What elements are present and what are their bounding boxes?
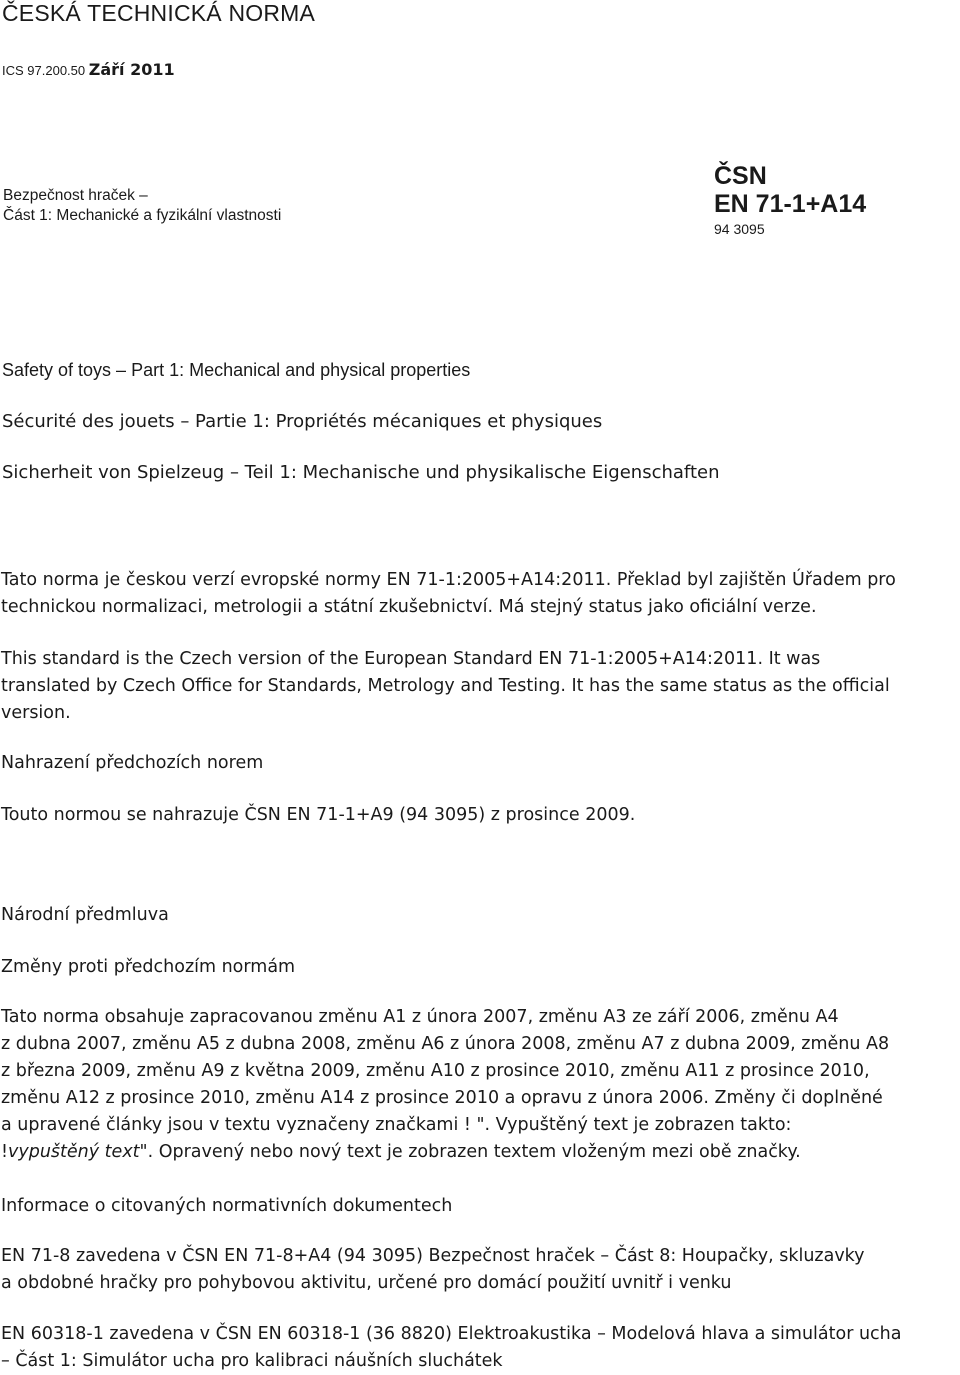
designation-number: EN 71-1+A14 bbox=[714, 190, 867, 218]
changes-line: z března 2009, změnu A9 z května 2009, změnu A10 z prosince 2010, změnu A11 z prosince 2010, bbox=[1, 1061, 870, 1081]
replacement-text: Touto normou se nahrazuje ČSN EN 71-1+A9 (94 3095) z prosince 2009. bbox=[1, 805, 636, 825]
reference-1-line1: EN 71-8 zavedena v ČSN EN 71-8+A4 (94 3095) Bezpečnost hraček – Část 8: Houpačky, skluzavky bbox=[1, 1246, 865, 1266]
intro-czech bbox=[1, 567, 896, 621]
norm-title: ČESKÁ TECHNICKÁ NORMA bbox=[2, 0, 316, 26]
intro-english-line1: This standard is the Czech version of the European Standard EN 71-1:2005+A14:2011. It was bbox=[1, 649, 821, 669]
reference-2-line2: – Část 1: Simulátor ucha pro kalibraci náušních sluchátek bbox=[1, 1351, 503, 1371]
designation-block bbox=[714, 162, 866, 240]
english-title: Safety of toys – Part 1: Mechanical and physical properties bbox=[2, 360, 471, 380]
ics-line bbox=[2, 60, 175, 79]
intro-english bbox=[1, 646, 890, 727]
intro-english-line3: version. bbox=[1, 703, 71, 723]
changes-line: a upravené články jsou v textu vyznačeny značkami ! ". Vypuštěný text je zobrazen takto: bbox=[1, 1115, 792, 1135]
deleted-text-example: vypuštěný text bbox=[8, 1142, 140, 1162]
reference-2 bbox=[1, 1321, 902, 1375]
references-heading: Informace o citovaných normativních dokumentech bbox=[1, 1196, 453, 1216]
foreword-heading: Národní předmluva bbox=[1, 905, 169, 925]
czech-title-line1: Bezpečnost hraček – bbox=[3, 187, 148, 204]
intro-czech-line2: technickou normalizaci, metrologii a státní zkušebnictví. Má stejný status jako oficiální verze. bbox=[1, 597, 817, 617]
reference-1 bbox=[1, 1243, 865, 1297]
german-title: Sicherheit von Spielzeug – Teil 1: Mechanische und physikalische Eigenschaften bbox=[2, 462, 720, 483]
classification-number: 94 3095 bbox=[714, 221, 765, 237]
intro-english-line2: translated by Czech Office for Standards, Metrology and Testing. It has the same status as the official bbox=[1, 676, 890, 696]
deleted-suffix: ". Opravený nebo nový text je zobrazen textem vloženým mezi obě značky. bbox=[139, 1142, 801, 1162]
changes-paragraph bbox=[1, 1004, 889, 1166]
ics-code: ICS 97.200.50 bbox=[2, 63, 86, 78]
designation-label: ČSN bbox=[714, 162, 767, 190]
changes-line-last bbox=[1, 1139, 889, 1166]
replacement-heading: Nahrazení předchozích norem bbox=[1, 753, 264, 773]
czech-title-line2: Část 1: Mechanické a fyzikální vlastnosti bbox=[3, 207, 282, 224]
reference-2-line1: EN 60318-1 zavedena v ČSN EN 60318-1 (36 8820) Elektroakustika – Modelová hlava a simulátor ucha bbox=[1, 1324, 902, 1344]
reference-1-line2: a obdobné hračky pro pohybovou aktivitu, určené pro domácí použití uvnitř i venku bbox=[1, 1273, 732, 1293]
changes-heading: Změny proti předchozím normám bbox=[1, 957, 296, 977]
czech-title bbox=[3, 186, 281, 226]
publication-date: Září 2011 bbox=[88, 60, 175, 79]
changes-line: Tato norma obsahuje zapracovanou změnu A1 z února 2007, změnu A3 ze září 2006, změnu A4 bbox=[1, 1007, 839, 1027]
changes-line: změnu A12 z prosince 2010, změnu A14 z prosince 2010 a opravu z února 2006. Změny či doplněné bbox=[1, 1088, 883, 1108]
changes-line: z dubna 2007, změnu A5 z dubna 2008, změnu A6 z února 2008, změnu A7 z dubna 2009, změnu A8 bbox=[1, 1034, 890, 1054]
intro-czech-line1: Tato norma je českou verzí evropské normy EN 71-1:2005+A14:2011. Překlad byl zajištěn Úřadem pro bbox=[1, 570, 896, 590]
french-title: Sécurité des jouets – Partie 1: Propriétés mécaniques et physiques bbox=[2, 411, 603, 432]
deleted-prefix: ! bbox=[1, 1142, 9, 1162]
